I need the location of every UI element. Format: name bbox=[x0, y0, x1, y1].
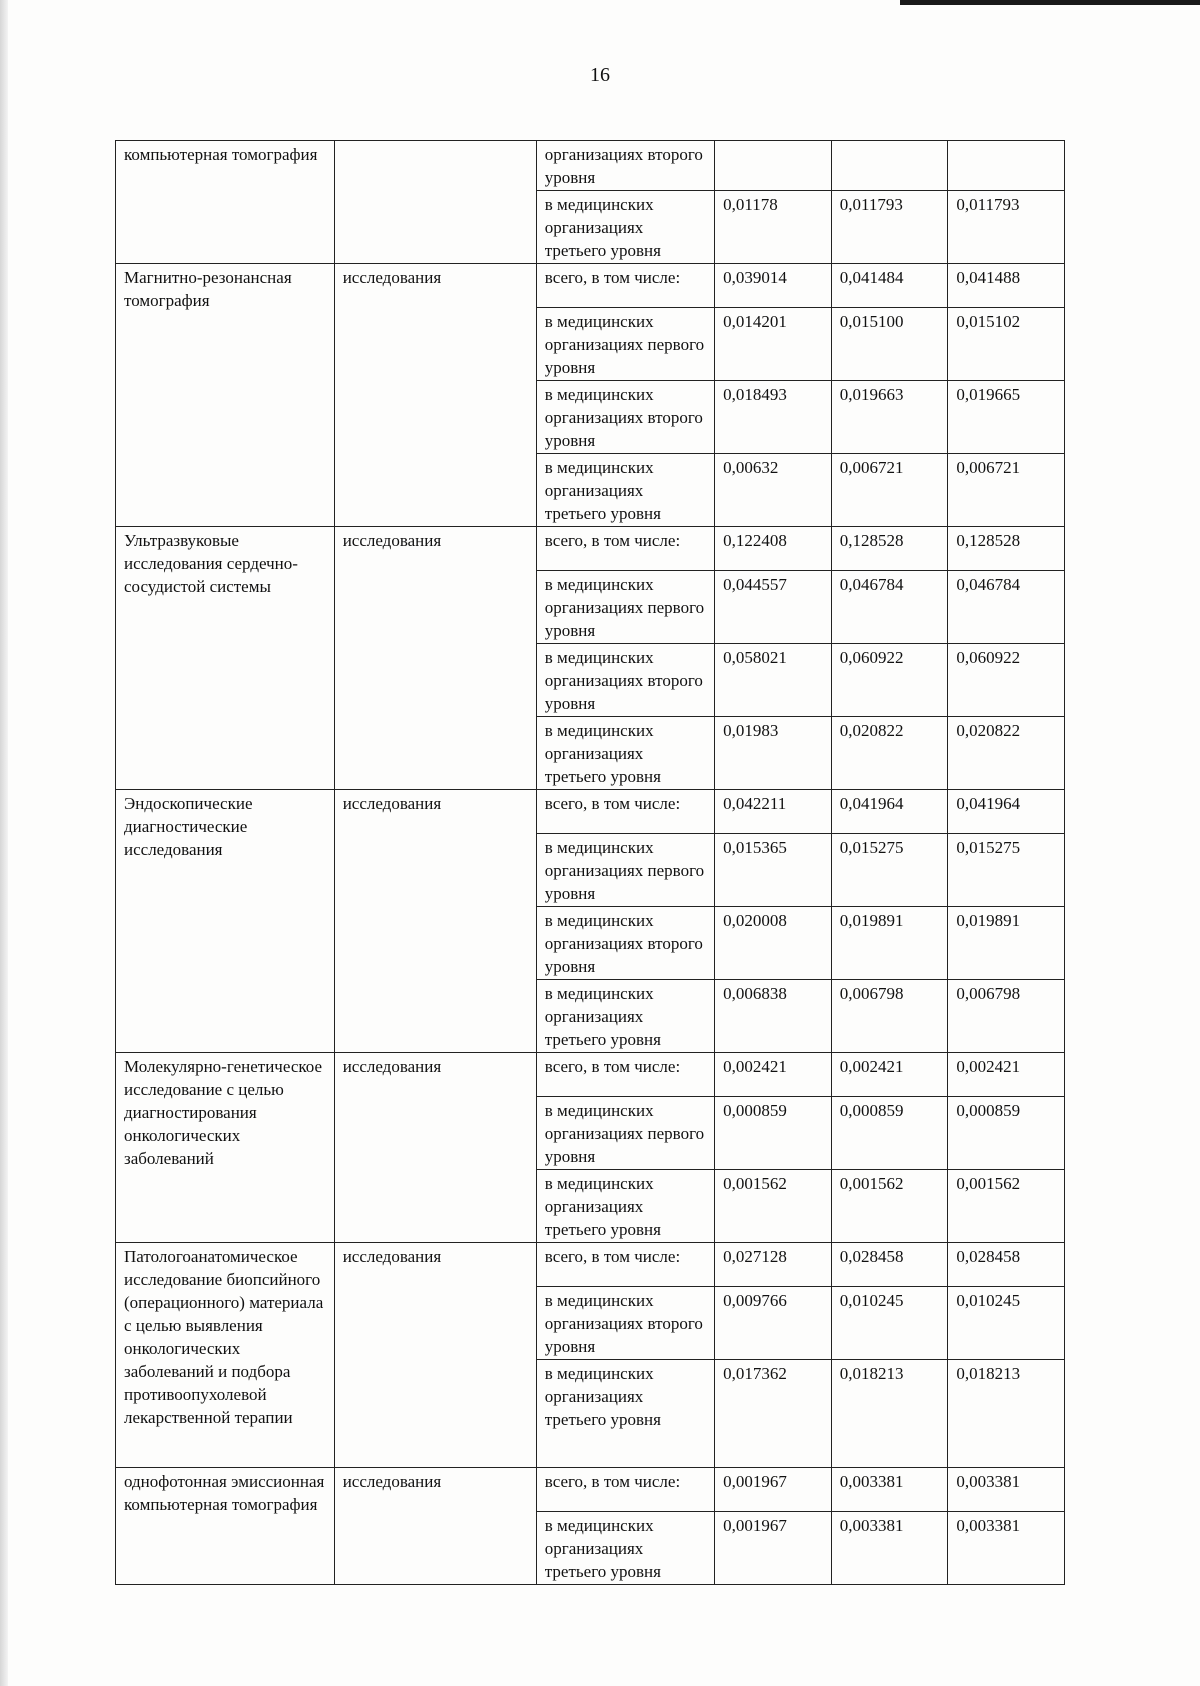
level-description-cell: в медицинских организациях второго уровня bbox=[536, 907, 714, 980]
level-description-cell: в медицинских организациях первого уровня bbox=[536, 1097, 714, 1170]
value-cell-year-1 bbox=[715, 141, 832, 191]
indicator-name-cell: Магнитно-резонансная томография bbox=[116, 264, 335, 527]
page-number: 16 bbox=[590, 64, 610, 86]
value-cell-year-1: 0,00632 bbox=[715, 454, 832, 527]
value-cell-year-1: 0,009766 bbox=[715, 1287, 832, 1360]
level-description-cell: в медицинских организациях первого уровня bbox=[536, 834, 714, 907]
value-cell-year-1: 0,039014 bbox=[715, 264, 832, 308]
value-cell-year-3: 0,019665 bbox=[948, 381, 1065, 454]
table-row bbox=[116, 1468, 1065, 1512]
table-row bbox=[116, 1243, 1065, 1287]
table-row bbox=[116, 527, 1065, 571]
level-description-cell: в медицинских организациях третьего уровня bbox=[536, 1170, 714, 1243]
value-cell-year-1: 0,014201 bbox=[715, 308, 832, 381]
value-cell-year-2: 0,015100 bbox=[831, 308, 948, 381]
level-description-cell: в медицинских организациях третьего уровня bbox=[536, 1512, 714, 1585]
value-cell-year-2: 0,003381 bbox=[831, 1468, 948, 1512]
value-cell-year-1: 0,001967 bbox=[715, 1468, 832, 1512]
unit-cell bbox=[334, 141, 536, 264]
level-description-cell: в медицинских организациях третьего уровня bbox=[536, 1360, 714, 1468]
value-cell-year-2: 0,128528 bbox=[831, 527, 948, 571]
value-cell-year-1: 0,001967 bbox=[715, 1512, 832, 1585]
value-cell-year-2 bbox=[831, 141, 948, 191]
value-cell-year-2: 0,006721 bbox=[831, 454, 948, 527]
value-cell-year-3: 0,003381 bbox=[948, 1512, 1065, 1585]
value-cell-year-3: 0,041488 bbox=[948, 264, 1065, 308]
value-cell-year-3: 0,006798 bbox=[948, 980, 1065, 1053]
value-cell-year-1: 0,006838 bbox=[715, 980, 832, 1053]
value-cell-year-3: 0,046784 bbox=[948, 571, 1065, 644]
value-cell-year-1: 0,01983 bbox=[715, 717, 832, 790]
level-description-cell: всего, в том числе: bbox=[536, 1053, 714, 1097]
value-cell-year-3: 0,000859 bbox=[948, 1097, 1065, 1170]
level-description-cell: в медицинских организациях третьего уровня bbox=[536, 454, 714, 527]
value-cell-year-2: 0,001562 bbox=[831, 1170, 948, 1243]
value-cell-year-3: 0,041964 bbox=[948, 790, 1065, 834]
table-body bbox=[116, 141, 1065, 1585]
value-cell-year-2: 0,019663 bbox=[831, 381, 948, 454]
indicator-name-cell: компьютерная томография bbox=[116, 141, 335, 264]
value-cell-year-2: 0,019891 bbox=[831, 907, 948, 980]
value-cell-year-2: 0,041484 bbox=[831, 264, 948, 308]
value-cell-year-3: 0,011793 bbox=[948, 191, 1065, 264]
level-description-cell: в медицинских организациях второго уровня bbox=[536, 381, 714, 454]
unit-cell: исследования bbox=[334, 790, 536, 1053]
value-cell-year-3: 0,020822 bbox=[948, 717, 1065, 790]
level-description-cell: всего, в том числе: bbox=[536, 264, 714, 308]
value-cell-year-1: 0,044557 bbox=[715, 571, 832, 644]
value-cell-year-1: 0,017362 bbox=[715, 1360, 832, 1468]
value-cell-year-3: 0,015102 bbox=[948, 308, 1065, 381]
value-cell-year-1: 0,058021 bbox=[715, 644, 832, 717]
value-cell-year-3: 0,010245 bbox=[948, 1287, 1065, 1360]
level-description-cell: всего, в том числе: bbox=[536, 1468, 714, 1512]
norms-table bbox=[115, 140, 1065, 1585]
value-cell-year-3: 0,018213 bbox=[948, 1360, 1065, 1468]
value-cell-year-2: 0,041964 bbox=[831, 790, 948, 834]
value-cell-year-1: 0,018493 bbox=[715, 381, 832, 454]
indicator-name-cell: Патологоанатомическое исследование биопсийного (операционного) материала с целью выявления онкологических заболеваний и подбора противоопухолевой лекарственной терапии bbox=[116, 1243, 335, 1468]
value-cell-year-2: 0,028458 bbox=[831, 1243, 948, 1287]
value-cell-year-1: 0,001562 bbox=[715, 1170, 832, 1243]
level-description-cell: в медицинских организациях первого уровня bbox=[536, 571, 714, 644]
indicator-name-cell: однофотонная эмиссионная компьютерная томография bbox=[116, 1468, 335, 1585]
value-cell-year-3: 0,060922 bbox=[948, 644, 1065, 717]
level-description-cell: в медицинских организациях первого уровня bbox=[536, 308, 714, 381]
value-cell-year-1: 0,015365 bbox=[715, 834, 832, 907]
value-cell-year-3: 0,001562 bbox=[948, 1170, 1065, 1243]
value-cell-year-1: 0,027128 bbox=[715, 1243, 832, 1287]
value-cell-year-2: 0,060922 bbox=[831, 644, 948, 717]
value-cell-year-3: 0,019891 bbox=[948, 907, 1065, 980]
table-row bbox=[116, 1053, 1065, 1097]
value-cell-year-3: 0,028458 bbox=[948, 1243, 1065, 1287]
value-cell-year-1: 0,122408 bbox=[715, 527, 832, 571]
level-description-cell: всего, в том числе: bbox=[536, 1243, 714, 1287]
scan-edge-mark bbox=[900, 0, 1200, 5]
value-cell-year-3: 0,128528 bbox=[948, 527, 1065, 571]
table-row bbox=[116, 141, 1065, 191]
level-description-cell: в медицинских организациях второго уровня bbox=[536, 644, 714, 717]
value-cell-year-2: 0,046784 bbox=[831, 571, 948, 644]
table-row bbox=[116, 264, 1065, 308]
value-cell-year-2: 0,000859 bbox=[831, 1097, 948, 1170]
scan-edge bbox=[0, 0, 8, 1686]
indicator-name-cell: Ультразвуковые исследования сердечно-сосудистой системы bbox=[116, 527, 335, 790]
unit-cell: исследования bbox=[334, 527, 536, 790]
value-cell-year-3: 0,015275 bbox=[948, 834, 1065, 907]
value-cell-year-2: 0,006798 bbox=[831, 980, 948, 1053]
unit-cell: исследования bbox=[334, 1053, 536, 1243]
value-cell-year-3: 0,006721 bbox=[948, 454, 1065, 527]
value-cell-year-2: 0,002421 bbox=[831, 1053, 948, 1097]
level-description-cell: всего, в том числе: bbox=[536, 527, 714, 571]
value-cell-year-2: 0,010245 bbox=[831, 1287, 948, 1360]
level-description-cell: в медицинских организациях третьего уровня bbox=[536, 980, 714, 1053]
value-cell-year-1: 0,000859 bbox=[715, 1097, 832, 1170]
value-cell-year-2: 0,015275 bbox=[831, 834, 948, 907]
value-cell-year-2: 0,018213 bbox=[831, 1360, 948, 1468]
unit-cell: исследования bbox=[334, 264, 536, 527]
value-cell-year-2: 0,003381 bbox=[831, 1512, 948, 1585]
value-cell-year-2: 0,020822 bbox=[831, 717, 948, 790]
value-cell-year-2: 0,011793 bbox=[831, 191, 948, 264]
value-cell-year-1: 0,01178 bbox=[715, 191, 832, 264]
value-cell-year-3: 0,002421 bbox=[948, 1053, 1065, 1097]
level-description-cell: в медицинских организациях второго уровня bbox=[536, 1287, 714, 1360]
level-description-cell: организациях второго уровня bbox=[536, 141, 714, 191]
indicator-name-cell: Эндоскопические диагностические исследования bbox=[116, 790, 335, 1053]
value-cell-year-1: 0,002421 bbox=[715, 1053, 832, 1097]
level-description-cell: в медицинских организациях третьего уровня bbox=[536, 191, 714, 264]
unit-cell: исследования bbox=[334, 1468, 536, 1585]
indicator-name-cell: Молекулярно-генетическое исследование с целью диагностирования онкологических заболеваний bbox=[116, 1053, 335, 1243]
value-cell-year-3: 0,003381 bbox=[948, 1468, 1065, 1512]
value-cell-year-1: 0,020008 bbox=[715, 907, 832, 980]
unit-cell: исследования bbox=[334, 1243, 536, 1468]
level-description-cell: в медицинских организациях третьего уровня bbox=[536, 717, 714, 790]
table-row bbox=[116, 790, 1065, 834]
value-cell-year-3 bbox=[948, 141, 1065, 191]
level-description-cell: всего, в том числе: bbox=[536, 790, 714, 834]
value-cell-year-1: 0,042211 bbox=[715, 790, 832, 834]
